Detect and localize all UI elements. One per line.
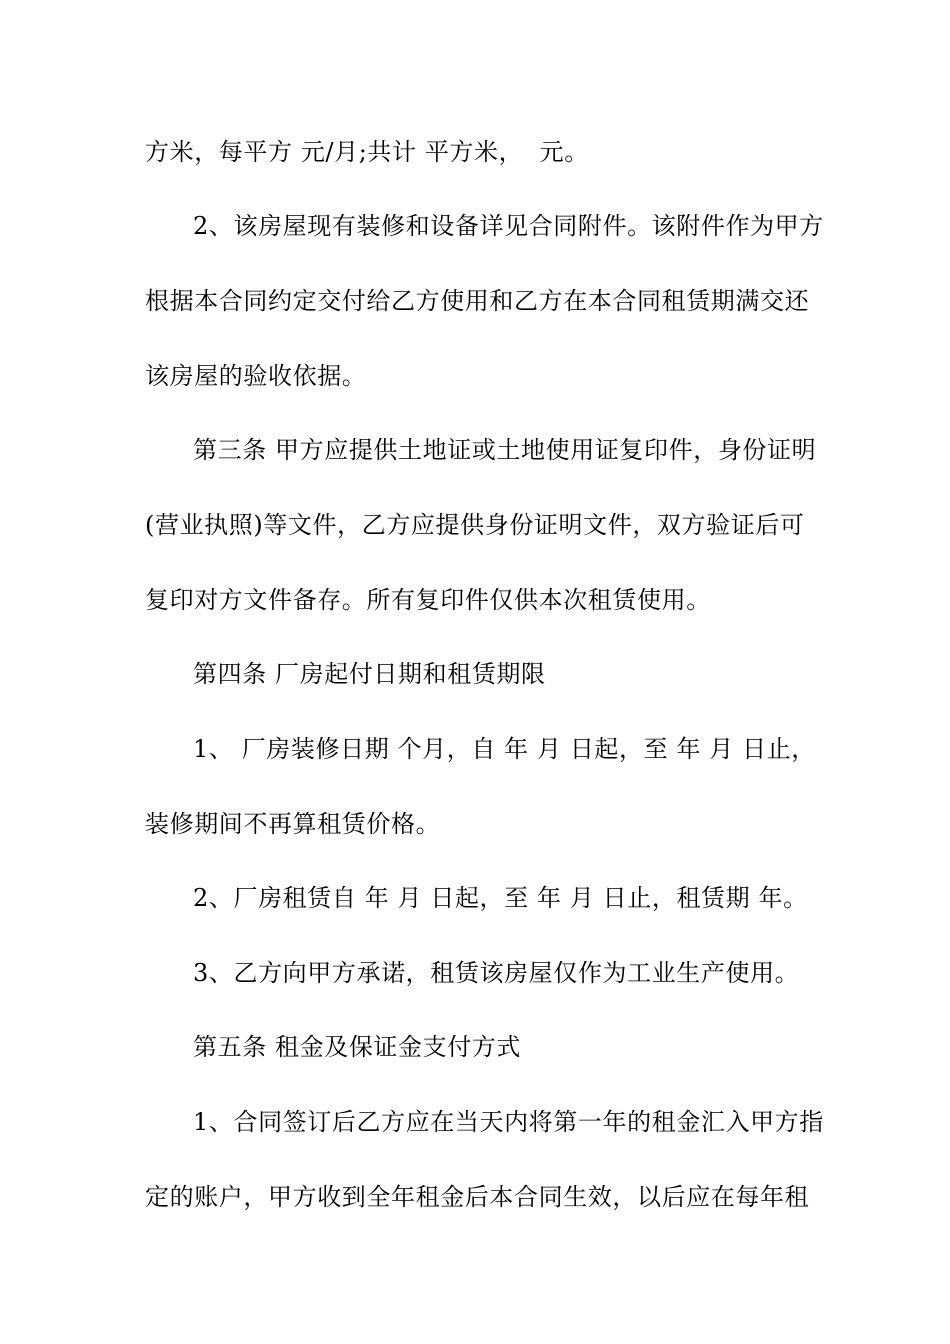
text-line: 定的账户，甲方收到全年租金后本合同生效，以后应在每年租 (145, 1183, 810, 1211)
section-heading: 第四条 厂房起付日期和租赁期限 (193, 660, 546, 688)
text-line: 第三条 甲方应提供土地证或土地使用证复印件，身份证明 (193, 436, 817, 464)
text-line: 2、厂房租赁自 年 月 日起，至 年 月 日止，租赁期 年。 (193, 884, 808, 912)
text-line: 方米，每平方 元/月;共计 平方米， 元。 (145, 138, 589, 166)
section-heading: 第五条 租金及保证金支付方式 (193, 1033, 522, 1061)
text-line: 1、 厂房装修日期 个月，自 年 月 日起，至 年 月 日止， (193, 735, 816, 763)
text-line: 2、该房屋现有装修和设备详见合同附件。该附件作为甲方 (193, 212, 824, 240)
text-line: 复印对方文件备存。所有复印件仅供本次租赁使用。 (145, 586, 711, 614)
text-line: 该房屋的验收依据。 (145, 362, 367, 390)
text-line: 装修期间不再算租赁价格。 (145, 810, 441, 838)
text-line: (营业执照)等文件，乙方应提供身份证明文件，双方验证后可 (145, 511, 805, 539)
text-line: 根据本合同约定交付给乙方使用和乙方在本合同租赁期满交还 (145, 287, 810, 315)
text-line: 1、合同签订后乙方应在当天内将第一年的租金汇入甲方指 (193, 1108, 824, 1136)
text-line: 3、乙方向甲方承诺，租赁该房屋仅作为工业生产使用。 (193, 959, 800, 987)
